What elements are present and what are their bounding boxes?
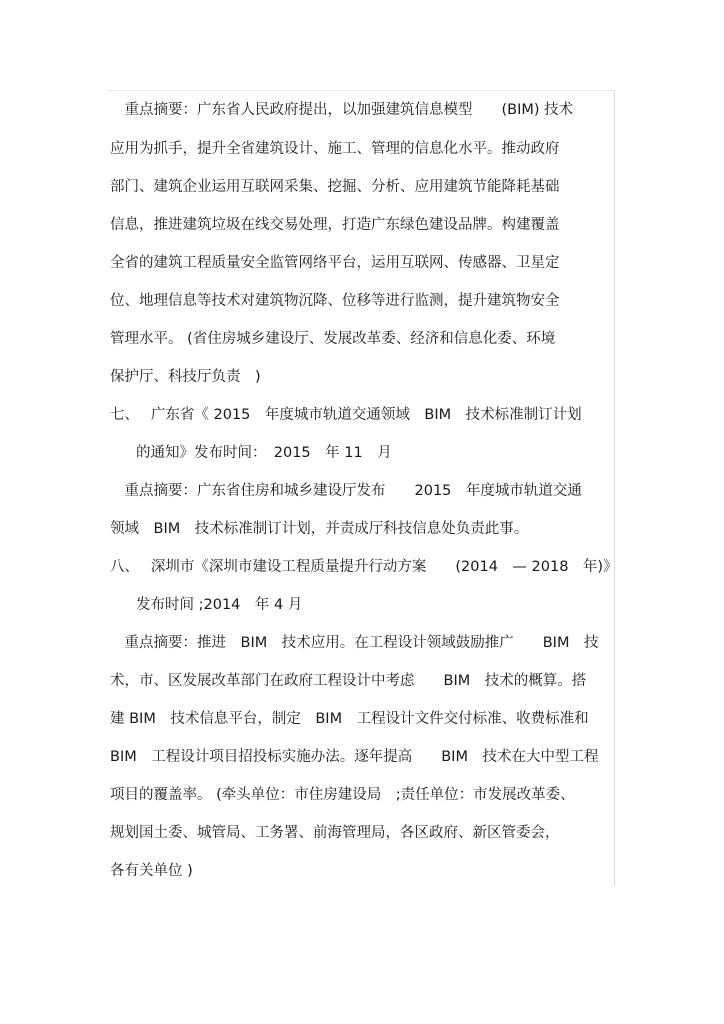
text-line: 术，市、区发展改革部门在政府工程设计中考虑 BIM 技术的概算。搭	[110, 673, 587, 689]
text-line: 位、地理信息等技术对建筑物沉降、位移等进行监测，提升建筑物安全	[110, 293, 560, 309]
text-line: 各有关单位 )	[110, 863, 193, 879]
text-line: 重点摘要：广东省住房和城乡建设厅发布 2015 年度城市轨道交通	[110, 483, 582, 499]
text-line: 重点摘要：推进 BIM 技术应用。在工程设计领域鼓励推广 BIM 技	[110, 635, 599, 651]
section-heading-eight: 八、 深圳市《深圳市建设工程质量提升行动方案 (2014 — 2018 年)》	[110, 559, 618, 575]
text-line: 规划国土委、城管局、工务署、前海管理局，各区政府、新区管委会，	[110, 825, 560, 841]
text-line: 领域 BIM 技术标准制订计划，并责成厅科技信息处负责此事。	[110, 521, 529, 537]
section-heading-seven: 七、 广东省《 2015 年度城市轨道交通领域 BIM 技术标准制订计划	[110, 407, 582, 423]
text-line: 部门、建筑企业运用互联网采集、挖掘、分析、应用建筑节能降耗基础	[110, 179, 560, 195]
text-line: 发布时间 ;2014 年 4 月	[136, 597, 303, 613]
text-line: 全省的建筑工程质量安全监管网络平台，运用互联网、传感器、卫星定	[110, 255, 560, 271]
page-frame-top	[108, 90, 616, 91]
text-line: 保护厅、科技厅负责 )	[110, 369, 261, 385]
text-line: 的通知》发布时间： 2015 年 11 月	[136, 445, 392, 461]
text-line: 管理水平。 (省住房城乡建设厅、发展改革委、经济和信息化委、环境	[110, 331, 556, 347]
text-line: 建 BIM 技术信息平台，制定 BIM 工程设计文件交付标准、收费标准和	[110, 711, 589, 727]
text-line: BIM 工程设计项目招投标实施办法。逐年提高 BIM 技术在大中型工程	[110, 749, 599, 765]
text-line: 重点摘要：广东省人民政府提出，以加强建筑信息模型 (BIM) 技术	[110, 102, 574, 118]
text-line: 项目的覆盖率。 (牵头单位：市住房建设局 ;责任单位：市发展改革委、	[110, 787, 575, 803]
text-line: 应用为抓手，提升全省建筑设计、施工、管理的信息化水平。推动政府	[110, 141, 560, 157]
text-line: 信息，推进建筑垃圾在线交易处理，打造广东绿色建设品牌。构建覆盖	[110, 217, 560, 233]
